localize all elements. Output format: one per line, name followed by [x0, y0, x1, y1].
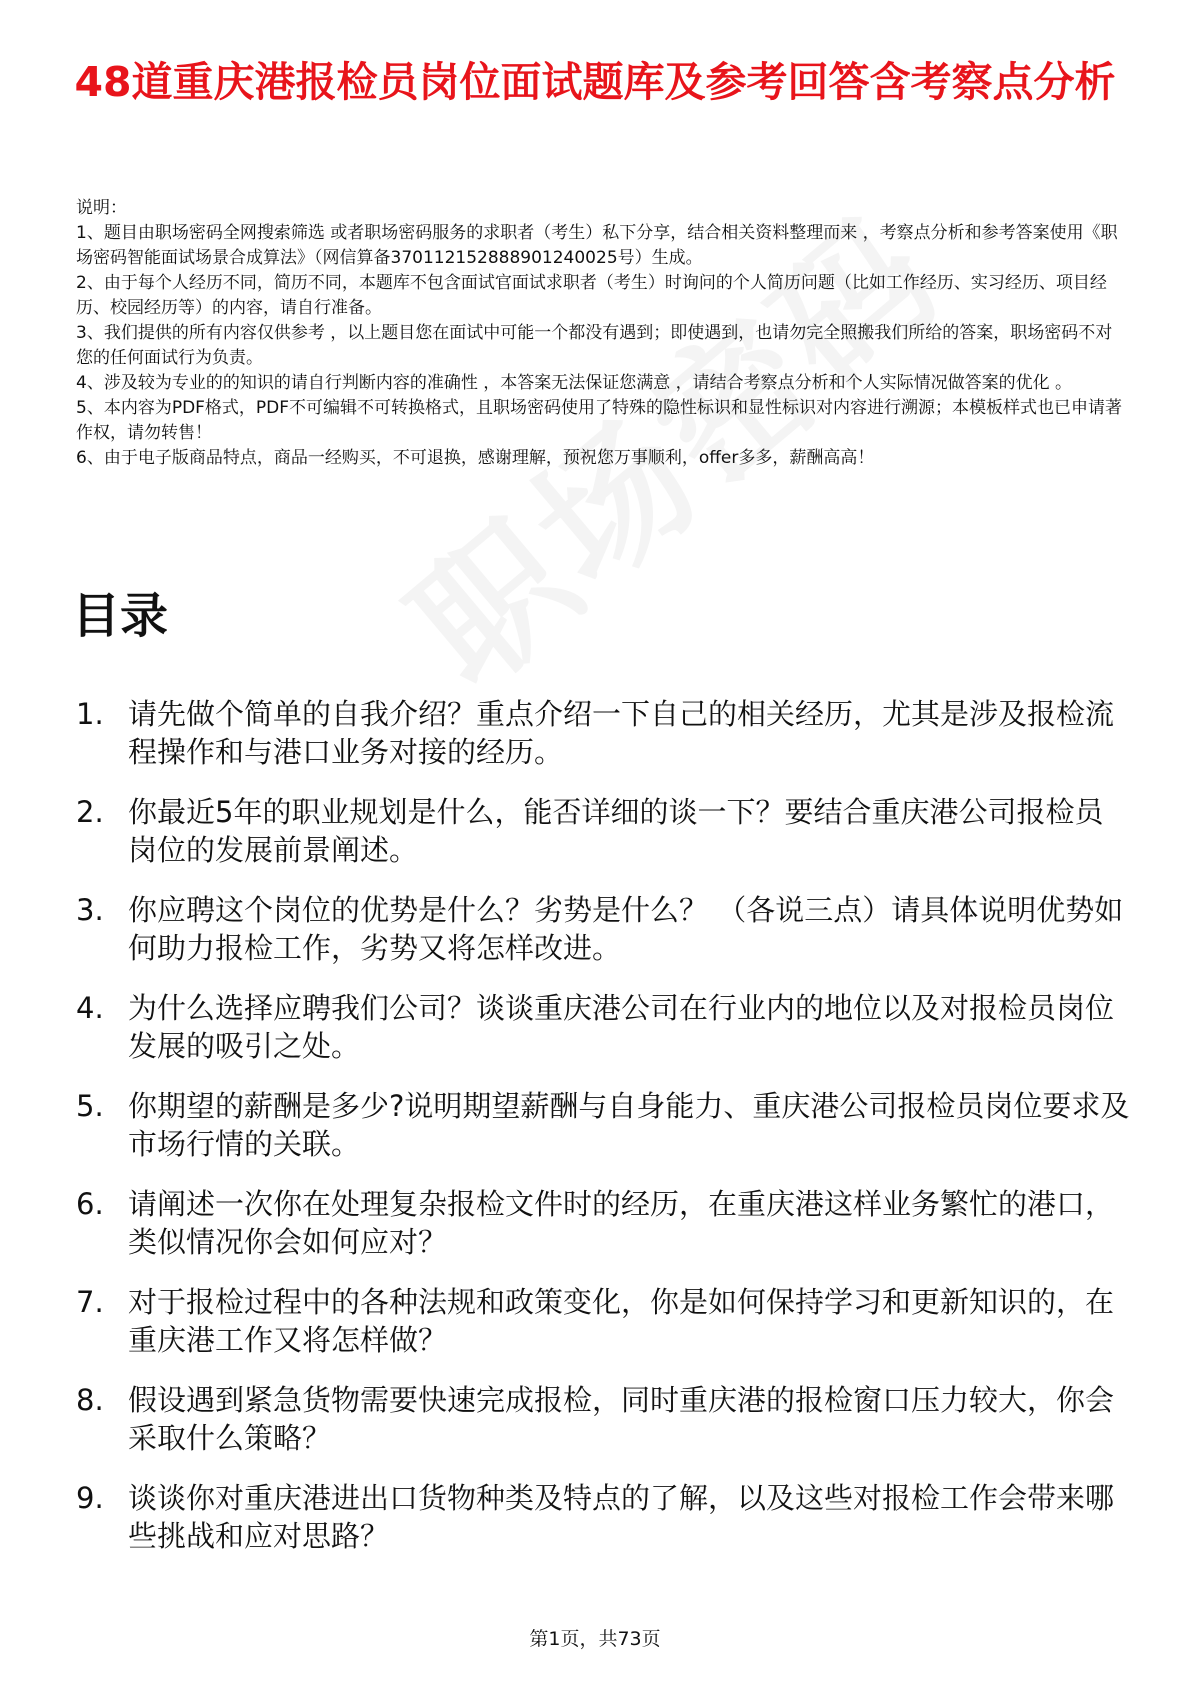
toc-item-text: 假设遇到紧急货物需要快速完成报检，同时重庆港的报检窗口压力较大，你会采取什么策略？: [128, 1383, 1115, 1455]
toc-item-number: 9.: [76, 1481, 104, 1515]
notes-heading: 说明：: [76, 198, 127, 218]
toc-item[interactable]: [72, 1283, 1132, 1359]
notes-item: 3、我们提供的所有内容仅供参考 ，以上题目您在面试中可能一个都没有遇到；即使遇到，也请勿完全照搬我们所给的答案，职场密码不对您的任何面试行为负责。: [76, 323, 1113, 368]
toc-item[interactable]: [72, 891, 1132, 967]
toc-item-text: 请先做个简单的自我介绍？重点介绍一下自己的相关经历，尤其是涉及报检流程操作和与港口业务对接的经历。: [128, 697, 1115, 769]
toc-item[interactable]: [72, 1185, 1132, 1261]
notes-item: 2、由于每个人经历不同，简历不同，本题库不包含面试官面试求职者（考生）时询问的个人简历问题（比如工作经历、实习经历、项目经历、校园经历等）的内容，请自行准备。: [76, 273, 1107, 318]
page-footer: 第1页，共73页: [529, 1628, 661, 1650]
toc-item-text: 对于报检过程中的各种法规和政策变化，你是如何保持学习和更新知识的，在重庆港工作又将怎样做？: [128, 1285, 1115, 1357]
toc-item-number: 4.: [76, 991, 104, 1025]
toc-item-text: 谈谈你对重庆港进出口货物种类及特点的了解，以及这些对报检工作会带来哪些挑战和应对思路？: [128, 1481, 1115, 1553]
toc-list: [72, 695, 1132, 1577]
toc-item-number: 7.: [76, 1285, 104, 1319]
toc-item[interactable]: [72, 1087, 1132, 1163]
notes-item: 6、由于电子版商品特点，商品一经购买，不可退换，感谢理解，预祝您万事顺利，offer多多，薪酬高高！: [76, 448, 875, 468]
notes-item: 4、涉及较为专业的的知识的请自行判断内容的准确性 ，本答案无法保证您满意 ，请结合考察点分析和个人实际情况做答案的优化 。: [76, 373, 1073, 393]
toc-item[interactable]: [72, 793, 1132, 869]
toc-item-text: 你最近5年的职业规划是什么，能否详细的谈一下？要结合重庆港公司报检员岗位的发展前景阐述。: [128, 795, 1104, 867]
toc-item[interactable]: [72, 695, 1132, 771]
toc-heading: 目录: [72, 588, 169, 644]
notes-item: 1、题目由职场密码全网搜索筛选 或者职场密码服务的求职者（考生）私下分享，结合相关资料整理而来 ，考察点分析和参考答案使用《职场密码智能面试场景合成算法》（网信算备370112152888901240025号）生成。: [76, 223, 1118, 268]
toc-item-number: 8.: [76, 1383, 104, 1417]
notes-item: 5、本内容为PDF格式，PDF不可编辑不可转换格式，且职场密码使用了特殊的隐性标识和显性标识对内容进行溯源；本模板样式也已申请著作权，请勿转售！: [76, 398, 1123, 443]
page-title: 48道重庆港报检员岗位面试题库及参考回答含考察点分析: [74, 58, 1116, 106]
toc-item-number: 3.: [76, 893, 104, 927]
toc-item[interactable]: [72, 1479, 1132, 1555]
toc-item-number: 6.: [76, 1187, 104, 1221]
toc-item-text: 你期望的薪酬是多少?说明期望薪酬与自身能力、重庆港公司报检员岗位要求及市场行情的关联。: [128, 1089, 1130, 1161]
toc-item-number: 5.: [76, 1089, 104, 1123]
notes-section: [76, 196, 1126, 471]
toc-item-text: 请阐述一次你在处理复杂报检文件时的经历，在重庆港这样业务繁忙的港口，类似情况你会如何应对？: [128, 1187, 1115, 1259]
toc-item[interactable]: [72, 989, 1132, 1065]
toc-item[interactable]: [72, 1381, 1132, 1457]
toc-item-number: 1.: [76, 697, 104, 731]
toc-item-text: 你应聘这个岗位的优势是什么？劣势是什么？ （各说三点）请具体说明优势如何助力报检工作，劣势又将怎样改进。: [128, 893, 1124, 965]
toc-item-text: 为什么选择应聘我们公司？谈谈重庆港公司在行业内的地位以及对报检员岗位发展的吸引之处。: [128, 991, 1115, 1063]
toc-item-number: 2.: [76, 795, 104, 829]
